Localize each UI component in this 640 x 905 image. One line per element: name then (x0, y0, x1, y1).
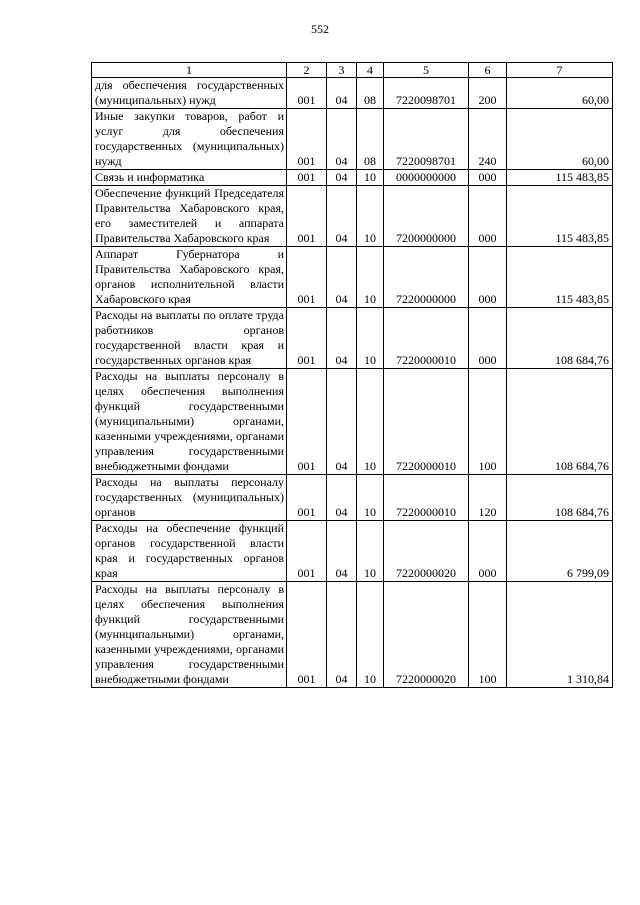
cell-target-article: 7220000010 (384, 369, 469, 475)
cell-expense-type: 000 (469, 186, 507, 247)
cell-admin-code: 001 (287, 369, 327, 475)
cell-subsection: 10 (357, 369, 384, 475)
table-row (92, 521, 613, 582)
cell-amount: 115 483,85 (507, 247, 613, 308)
table-row (92, 582, 613, 688)
cell-amount: 108 684,76 (507, 475, 613, 521)
column-header-3: 3 (327, 63, 357, 78)
cell-amount: 60,00 (507, 109, 613, 170)
budget-table (91, 62, 613, 688)
column-header-7: 7 (507, 63, 613, 78)
cell-section: 04 (327, 475, 357, 521)
cell-admin-code: 001 (287, 521, 327, 582)
cell-expense-type: 000 (469, 308, 507, 369)
table-row (92, 369, 613, 475)
cell-admin-code: 001 (287, 186, 327, 247)
cell-admin-code: 001 (287, 170, 327, 186)
cell-name: Расходы на выплаты персоналу государственных (муниципальных) органов (92, 475, 287, 521)
cell-amount: 115 483,85 (507, 186, 613, 247)
cell-section: 04 (327, 109, 357, 170)
cell-amount: 6 799,09 (507, 521, 613, 582)
cell-section: 04 (327, 170, 357, 186)
cell-target-article: 7220000010 (384, 475, 469, 521)
cell-admin-code: 001 (287, 78, 327, 109)
table-row (92, 247, 613, 308)
cell-admin-code: 001 (287, 247, 327, 308)
table-row (92, 186, 613, 247)
cell-admin-code: 001 (287, 308, 327, 369)
cell-name: Обеспечение функций Председателя Правительства Хабаровского края, его заместителей и аппарата Правительства Хабаровского края (92, 186, 287, 247)
cell-expense-type: 240 (469, 109, 507, 170)
column-header-4: 4 (357, 63, 384, 78)
cell-name: Расходы на выплаты по оплате труда работников органов государственной власти края и государственных органов края (92, 308, 287, 369)
table-body (92, 78, 613, 688)
cell-subsection: 10 (357, 170, 384, 186)
table-row (92, 78, 613, 109)
cell-subsection: 08 (357, 78, 384, 109)
cell-subsection: 10 (357, 308, 384, 369)
cell-amount: 115 483,85 (507, 170, 613, 186)
table-row (92, 475, 613, 521)
column-header-5: 5 (384, 63, 469, 78)
cell-expense-type: 000 (469, 247, 507, 308)
cell-subsection: 10 (357, 247, 384, 308)
cell-subsection: 10 (357, 521, 384, 582)
cell-amount: 108 684,76 (507, 308, 613, 369)
cell-admin-code: 001 (287, 582, 327, 688)
cell-target-article: 7220000020 (384, 521, 469, 582)
cell-target-article: 7220000000 (384, 247, 469, 308)
cell-name: для обеспечения государственных (муниципальных) нужд (92, 78, 287, 109)
cell-subsection: 10 (357, 475, 384, 521)
column-header-1: 1 (92, 63, 287, 78)
page-number: 552 (311, 22, 329, 36)
cell-amount: 60,00 (507, 78, 613, 109)
column-header-2: 2 (287, 63, 327, 78)
cell-target-article: 7220000010 (384, 308, 469, 369)
cell-admin-code: 001 (287, 109, 327, 170)
cell-amount: 1 310,84 (507, 582, 613, 688)
cell-expense-type: 000 (469, 170, 507, 186)
table-row (92, 109, 613, 170)
cell-expense-type: 100 (469, 582, 507, 688)
cell-expense-type: 200 (469, 78, 507, 109)
cell-target-article: 7200000000 (384, 186, 469, 247)
cell-target-article: 7220000020 (384, 582, 469, 688)
cell-section: 04 (327, 186, 357, 247)
cell-section: 04 (327, 582, 357, 688)
column-header-6: 6 (469, 63, 507, 78)
cell-name: Расходы на обеспечение функций органов государственной власти края и государственных органов края (92, 521, 287, 582)
cell-subsection: 10 (357, 582, 384, 688)
cell-target-article: 7220098701 (384, 78, 469, 109)
cell-name: Аппарат Губернатора и Правительства Хабаровского края, органов исполнительной власти Хабаровского края (92, 247, 287, 308)
cell-expense-type: 000 (469, 521, 507, 582)
cell-amount: 108 684,76 (507, 369, 613, 475)
cell-name: Расходы на выплаты персоналу в целях обеспечения выполнения функций государственными (муниципальными) органами, казенными учреждениями, органами управления государственными внебюджетными фондами (92, 369, 287, 475)
table-row (92, 170, 613, 186)
cell-section: 04 (327, 521, 357, 582)
cell-section: 04 (327, 369, 357, 475)
table-row (92, 308, 613, 369)
cell-section: 04 (327, 78, 357, 109)
cell-expense-type: 120 (469, 475, 507, 521)
cell-subsection: 10 (357, 186, 384, 247)
cell-subsection: 08 (357, 109, 384, 170)
cell-target-article: 0000000000 (384, 170, 469, 186)
cell-name: Расходы на выплаты персоналу в целях обеспечения выполнения функций государственными (муниципальными) органами, казенными учреждениями, органами управления государственными внебюджетными фондами (92, 582, 287, 688)
cell-name: Связь и информатика (92, 170, 287, 186)
cell-expense-type: 100 (469, 369, 507, 475)
cell-name: Иные закупки товаров, работ и услуг для обеспечения государственных (муниципальных) нужд (92, 109, 287, 170)
cell-section: 04 (327, 247, 357, 308)
cell-target-article: 7220098701 (384, 109, 469, 170)
cell-section: 04 (327, 308, 357, 369)
cell-admin-code: 001 (287, 475, 327, 521)
table-header-row (92, 63, 613, 78)
